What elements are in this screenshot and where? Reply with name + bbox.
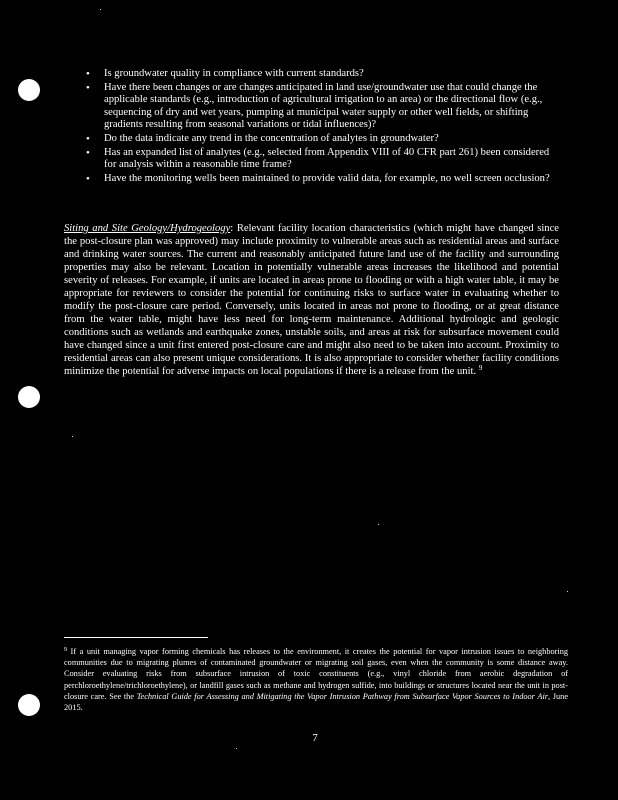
scan-speck xyxy=(567,591,568,592)
scan-speck xyxy=(72,436,73,437)
punch-hole-bottom xyxy=(18,694,40,716)
footnote-reference-date: , June 2015. xyxy=(64,691,568,713)
siting-geology-paragraph xyxy=(64,222,559,378)
bullet-item: • Have there been changes or are changes anticipated in land use/groundwater use that could change the applicable standards (e.g., introduction of agricultural irrigation to an area) or the directional flow (e.g., sequencing of dry and wet years, pumping at municipal water supply or other well fields, or shifting gradients resulting from seasonal variations or tidal influences)? xyxy=(84,82,564,132)
section-heading-punct: : xyxy=(230,223,234,234)
bullet-item: • Has an expanded list of analytes (e.g., selected from Appendix VIII of 40 CFR part 261) been considered for analysis within a reasonable time frame? xyxy=(84,147,564,172)
scan-speck xyxy=(236,748,237,749)
footnote-separator xyxy=(64,637,208,638)
section-body: Relevant facility location characteristics (which might have changed since the post-closure plan was approved) may include proximity to vulnerable areas such as residential areas and surface and drinking water sources. The current and reasonably anticipated future land use of the facility and surrounding properties may also be relevant. Location in potentially vulnerable areas increases the likelihood and potential severity of releases. For example, if units are located in areas prone to flooding or with a high water table, it may be appropriate for reviewers to consider the potential for continuing risks to surface water in evaluating whether to modify the post-closure care period. Conversely, units located in areas not prone to flooding, or at great distance from the water table, might have less need for long-term maintenance. Additional hydrologic and geologic conditions such as wetlands and earthquake zones, unstable soils, and areas at risk for subsurface movement could have changed since a unit first entered post-closure care and might also need to be taken into account. Proximity to residential areas can also present unique considerations. It is also appropriate to consider whether facility conditions minimize the potential for adverse impacts on local populations if there is a release from the unit. xyxy=(64,223,559,377)
bullet-item: • Do the data indicate any trend in the concentration of analytes in groundwater? xyxy=(84,133,564,146)
punch-hole-middle xyxy=(18,386,40,408)
footnote-marker: 9 xyxy=(64,647,67,653)
scan-speck xyxy=(100,9,101,10)
bullet-item: • Have the monitoring wells been maintained to provide valid data, for example, no well screen occlusion? xyxy=(84,173,564,186)
footnote-reference-title: Technical Guide for Assessing and Mitigating the Vapor Intrusion Pathway from Subsurface Vapor Sources to Indoor Air xyxy=(136,691,549,701)
review-questions-list xyxy=(84,68,564,186)
footnote xyxy=(64,646,568,713)
footnote-text: If a unit managing vapor forming chemicals has releases to the environment, it creates the potential for vapor intrusion issues to neighboring communities due to migrating plumes of contaminated groundwater or migrating soil gases, even when the community is some distance away. Consider evaluating risks from subsurface intrusion of toxic constituents (e.g., vinyl chloride from aerobic degradation of perchloroethylene/trichloroethylene), or landfill gases such as methane and hydrogen sulfide, into buildings or structures located near the unit in post-closure care. See the xyxy=(64,647,568,701)
page-number: 7 xyxy=(312,732,318,744)
section-heading: Siting and Site Geology/Hydrogeology xyxy=(64,223,231,234)
bullet-item: • Is groundwater quality in compliance with current standards? xyxy=(84,68,564,81)
punch-hole-top xyxy=(18,79,40,101)
footnote-reference: 9 xyxy=(478,364,483,372)
scan-speck xyxy=(378,524,379,525)
